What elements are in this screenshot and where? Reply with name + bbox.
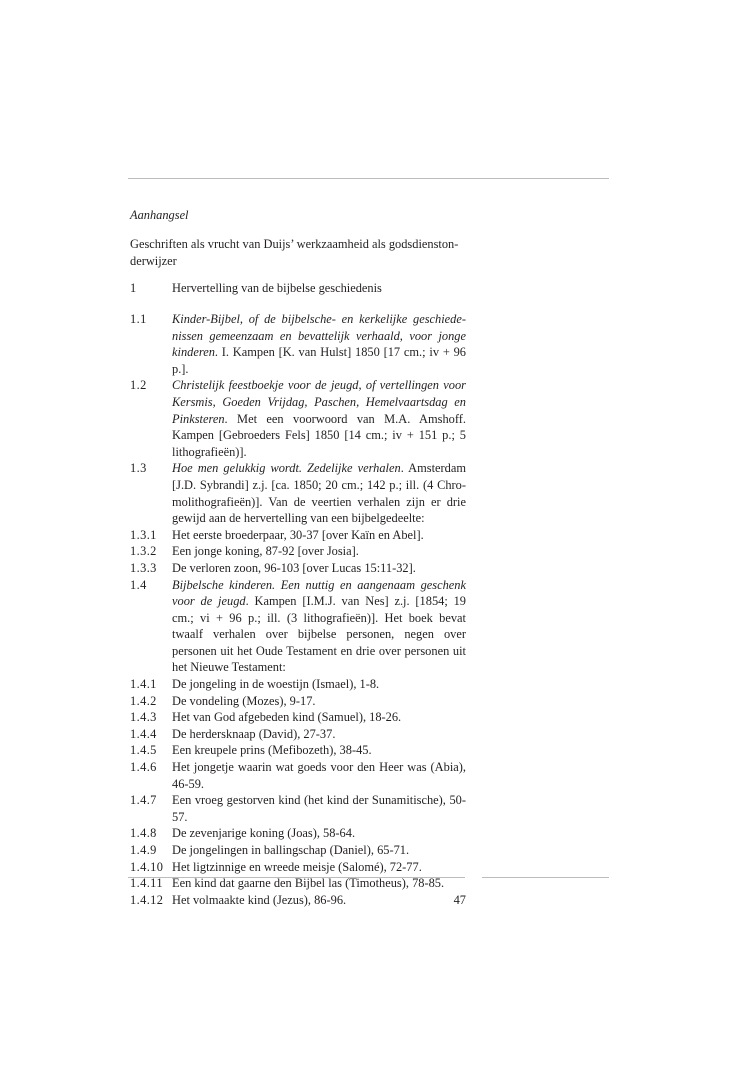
- entry-number: 1.4.6: [130, 760, 157, 775]
- bottom-rule-left: [128, 877, 465, 878]
- section-number: 1: [130, 281, 137, 295]
- entry: [130, 693, 466, 710]
- intro-heading: Geschriften als vrucht van Duijs’ werkzaamheid als godsdienstonderwijzer: [130, 237, 459, 268]
- entry-number: 1.3.1: [130, 527, 157, 542]
- entry-number: 1.4.8: [130, 826, 157, 841]
- entry-text: Een jonge koning, 87-92 [over Josia].: [172, 544, 359, 559]
- entry: [130, 842, 466, 859]
- entry-number: 1.4.7: [130, 793, 157, 808]
- entry: [130, 311, 466, 377]
- entry: [130, 377, 466, 460]
- entry-text: De zevenjarige koning (Joas), 58-64.: [172, 826, 356, 841]
- entry-text: De verloren zoon, 96-103 [over Lucas 15:11-32].: [172, 560, 416, 575]
- entry: [130, 460, 466, 526]
- entry-number: 1.4.1: [130, 677, 157, 692]
- entry-number: 1.1: [130, 312, 147, 326]
- entry: [130, 792, 466, 825]
- entry: [130, 726, 466, 743]
- entry-number: 1.3.2: [130, 544, 157, 559]
- entry: [130, 543, 466, 560]
- entry-title: Bijbelsche kinderen. Een nuttig en aangenaam geschenk voor de jeugd: [172, 577, 466, 609]
- entry-text: De jongelingen in ballingschap (Daniel), 65-71.: [172, 843, 410, 857]
- entry-text: De jongeling in de woestijn (Ismael), 1-8.: [172, 677, 380, 692]
- entry-text: Het jongetje waarin wat goeds voor den Heer was (Abia), 46-59.: [172, 760, 466, 791]
- entry-text: De herdersknaap (David), 27-37.: [172, 726, 336, 741]
- entry-title: Christelijk feestboekje voor de jeugd, of vertellingen voor Kersmis, Goeden Vrijdag, Paschen, Hemelvaartsdag en Pinksteren: [172, 378, 466, 426]
- entry-number: 1.2: [130, 378, 147, 393]
- entry-details: . Met een voorwoord van M.A. Amshoff. Kampen [Gebroeders Fels] 1850 [14 cm.; iv + 151 p.; 5 lithografieën)].: [172, 411, 466, 459]
- section-title: Hervertelling van de bijbelse geschiedenis: [172, 281, 382, 295]
- entry-text: Een kreupele prins (Mefibozeth), 38-45.: [172, 743, 372, 758]
- entry-text: [172, 311, 466, 377]
- bottom-rule-right: [482, 877, 609, 878]
- entry-number: 1.4: [130, 577, 147, 592]
- entry-number: 1.4.11: [130, 876, 163, 891]
- entry-text: [172, 377, 466, 460]
- entry: [130, 676, 466, 693]
- entry-number: 1.4.2: [130, 693, 157, 708]
- entry-number: 1.3: [130, 461, 147, 476]
- entry: [130, 892, 466, 909]
- entry-title: Hoe men gelukkig wordt. Zedelijke verhalen: [172, 461, 401, 476]
- entry: [130, 709, 466, 726]
- entry-text: De vondeling (Mozes), 9-17.: [172, 693, 316, 708]
- section-heading: [130, 280, 466, 297]
- entry-number: 1.4.3: [130, 710, 157, 725]
- entry-details: . I. Kampen [K. van Hulst] 1850 [17 cm.; iv + 96 p.].: [172, 345, 466, 376]
- entry-text: Een vroeg gestorven kind (het kind der Sunamitische), 50-57.: [172, 793, 466, 824]
- entry: [130, 859, 466, 876]
- entry: [130, 560, 466, 577]
- entry-text: Het ligtzinnige en wreede meisje (Salomé), 72-77.: [172, 859, 422, 874]
- entry-number: 1.4.4: [130, 726, 157, 741]
- entry-number: 1.4.10: [130, 859, 164, 874]
- entry: [130, 742, 466, 759]
- entry-number: 1.4.5: [130, 743, 157, 758]
- entry-number: 1.4.9: [130, 843, 157, 857]
- entry-number: 1.4.12: [130, 892, 164, 907]
- entry-text: Het van God afgebeden kind (Samuel), 18-26.: [172, 710, 402, 725]
- appendix-title: Aanhangsel: [130, 208, 189, 222]
- entry: [130, 577, 466, 677]
- entry-text: Het volmaakte kind (Jezus), 86-96.: [172, 892, 347, 907]
- entry: [130, 759, 466, 792]
- page-number: 47: [453, 893, 466, 907]
- entry-list: [130, 311, 466, 908]
- entry-details: . Amsterdam [J.D. Sybrandi] z.j. [ca. 1850; 20 cm.; 142 p.; ill. (4 Chromolithografieën)]. Van de veertien verhalen zijn er drie gewijd aan de hervertelling van een bijbelgedeelte:: [172, 461, 466, 526]
- entry: [130, 825, 466, 842]
- entry-number: 1.3.3: [130, 560, 157, 575]
- entry-text: [172, 460, 466, 526]
- entry-text: Het eerste broederpaar, 30-37 [over Kaïn en Abel].: [172, 527, 424, 542]
- entry-text: Een kind dat gaarne den Bijbel las (Timotheus), 78-85.: [172, 876, 445, 891]
- entry: [130, 527, 466, 544]
- entry-details: . Kampen [I.M.J. van Nes] z.j. [1854; 19 cm.; vi + 96 p.; ill. (3 lithografieën)]. Het boek bevat twaalf verhalen over bijbelse personen, negen over personen uit het Oude Testament en drie over personen uit het Nieuwe Testament:: [172, 594, 466, 675]
- entry-title: Kinder-Bijbel, of de bijbelsche- en kerkelijke geschiedenissen gemeenzaam en bevattelijk verhaald, voor jonge kinderen: [172, 312, 466, 360]
- entry-text: [172, 577, 466, 677]
- top-rule: [128, 178, 609, 179]
